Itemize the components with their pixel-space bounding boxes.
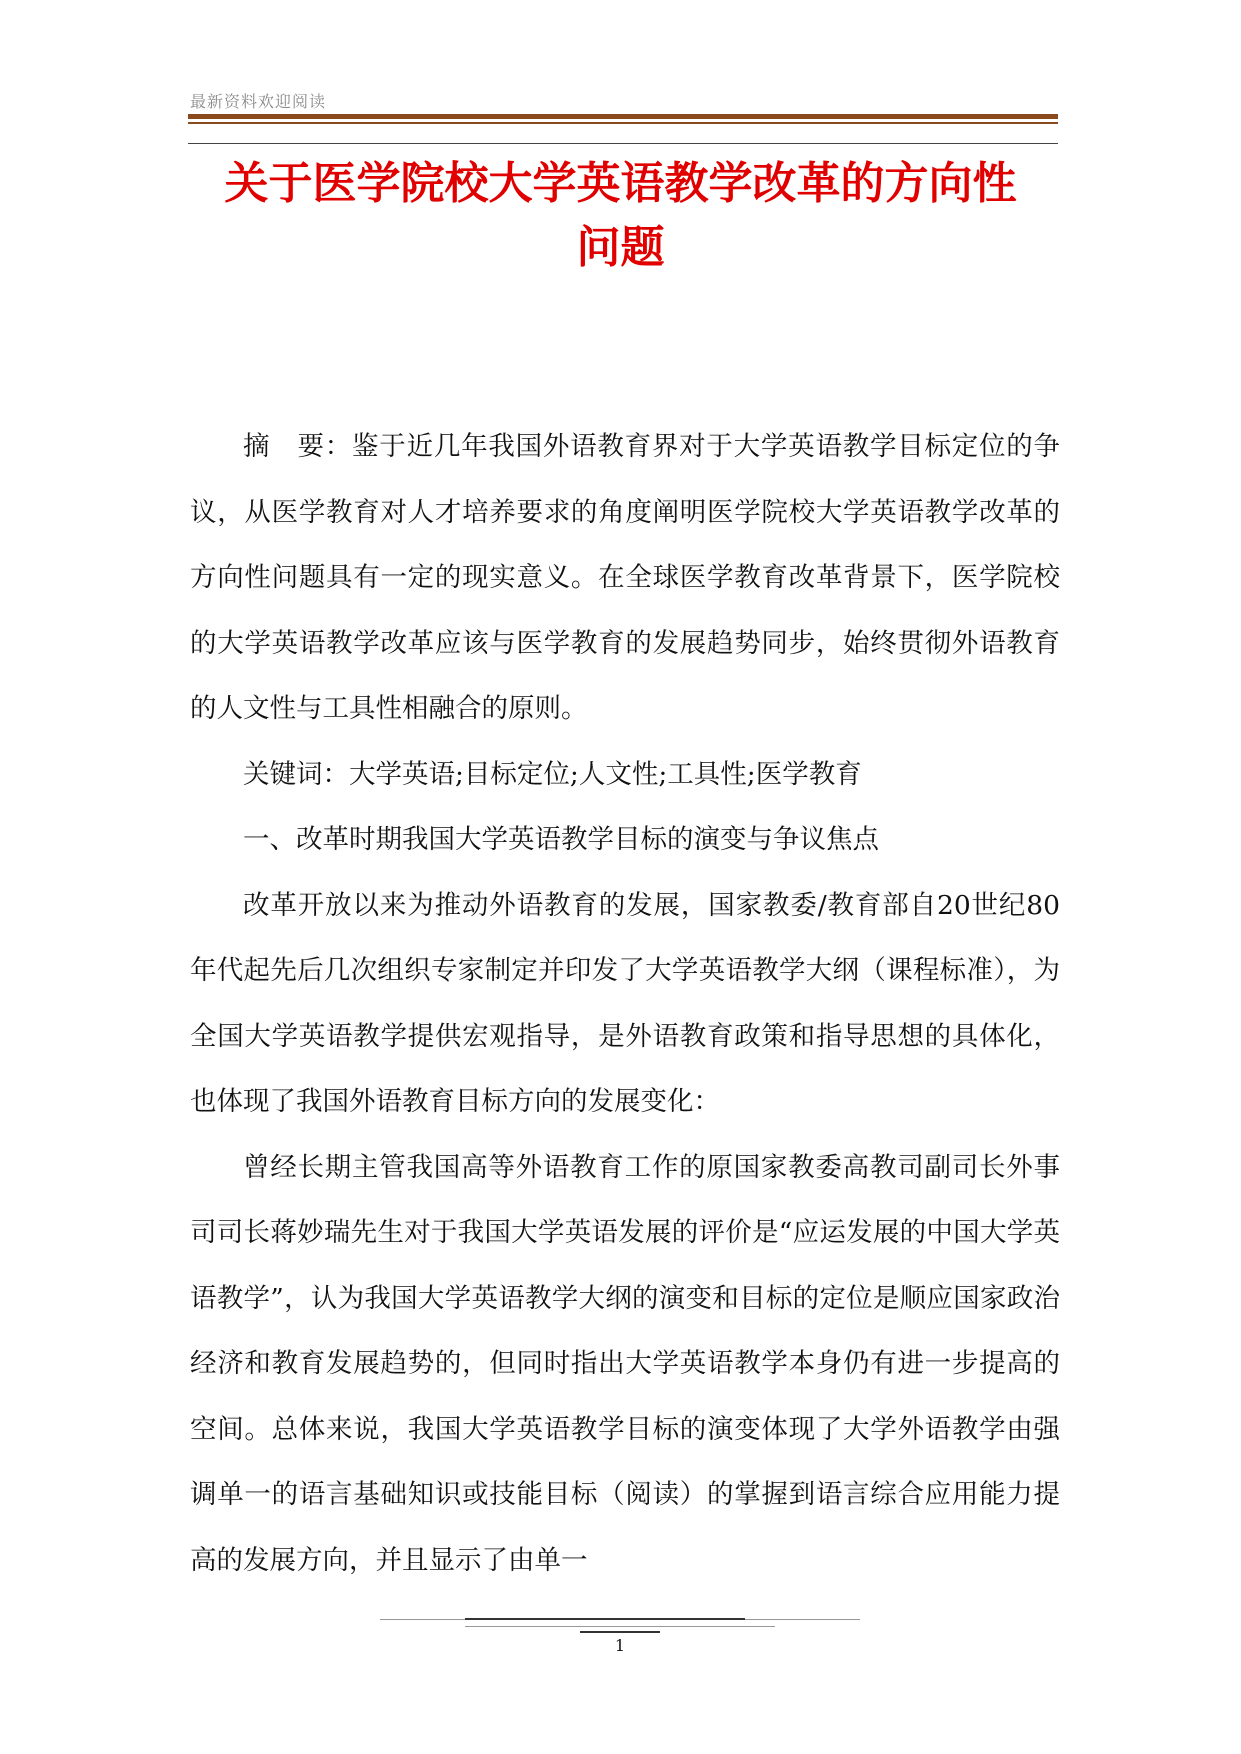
footer-rule <box>465 1626 775 1627</box>
body-paragraph-2: 曾经长期主管我国高等外语教育工作的原国家教委高教司副司长外事司司长蒋妙瑞先生对于我国大学英语发展的评价是“应运发展的中国大学英语教学”，认为我国大学英语教学大纲的演变和目标的定位是顺应国家政治经济和教育发展趋势的，但同时指出大学英语教学本身仍有进一步提高的空间。总体来说，我国大学英语教学目标的演变体现了大学外语教学由强调单一的语言基础知识或技能目标（阅读）的掌握到语言综合应用能力提高的发展方向，并且显示了由单一 <box>190 1151 1060 1576</box>
running-header: 最新资料欢迎阅读 <box>190 92 327 111</box>
abstract-text: 鉴于近几年我国外语教育界对于大学英语教学目标定位的争议，从医学教育对人才培养要求的角度阐明医学院校大学英语教学改革的方向性问题具有一定的现实意义。在全球医学教育改革背景下，医学院校的大学英语教学改革应该与医学教育的发展趋势同步，始终贯彻外语教育的人文性与工具性相融合的原则。 <box>190 431 1061 724</box>
header-rule-thick <box>188 114 1058 119</box>
body-paragraph-1: 改革开放以来为推动外语教育的发展，国家教委/教育部自20世纪80年代起先后几次组织专家制定并印发了大学英语教学大纲（课程标准），为全国大学英语教学提供宏观指导，是外语教育政策和指导思想的具体化，也体现了我国外语教育目标方向的发展变化： <box>190 889 1060 1117</box>
page-number: 1 <box>614 1636 626 1655</box>
abstract-paragraph <box>190 414 1060 742</box>
document-title <box>150 152 1091 280</box>
abstract-label: 摘 要： <box>243 431 353 462</box>
keywords-paragraph: 关键词：大学英语;目标定位;人文性;工具性;医学教育 <box>243 758 862 790</box>
document-body <box>190 414 1060 1593</box>
footer-rule <box>465 1618 745 1620</box>
footer-rule <box>580 1631 660 1633</box>
header-rule-hairline <box>188 143 1058 144</box>
title-line-1: 关于医学院校大学英语教学改革的方向性 <box>224 158 1017 209</box>
header-rule-thin <box>188 122 1058 124</box>
section-heading: 一、改革时期我国大学英语教学目标的演变与争议焦点 <box>243 824 879 855</box>
title-line-2: 问题 <box>576 222 665 273</box>
